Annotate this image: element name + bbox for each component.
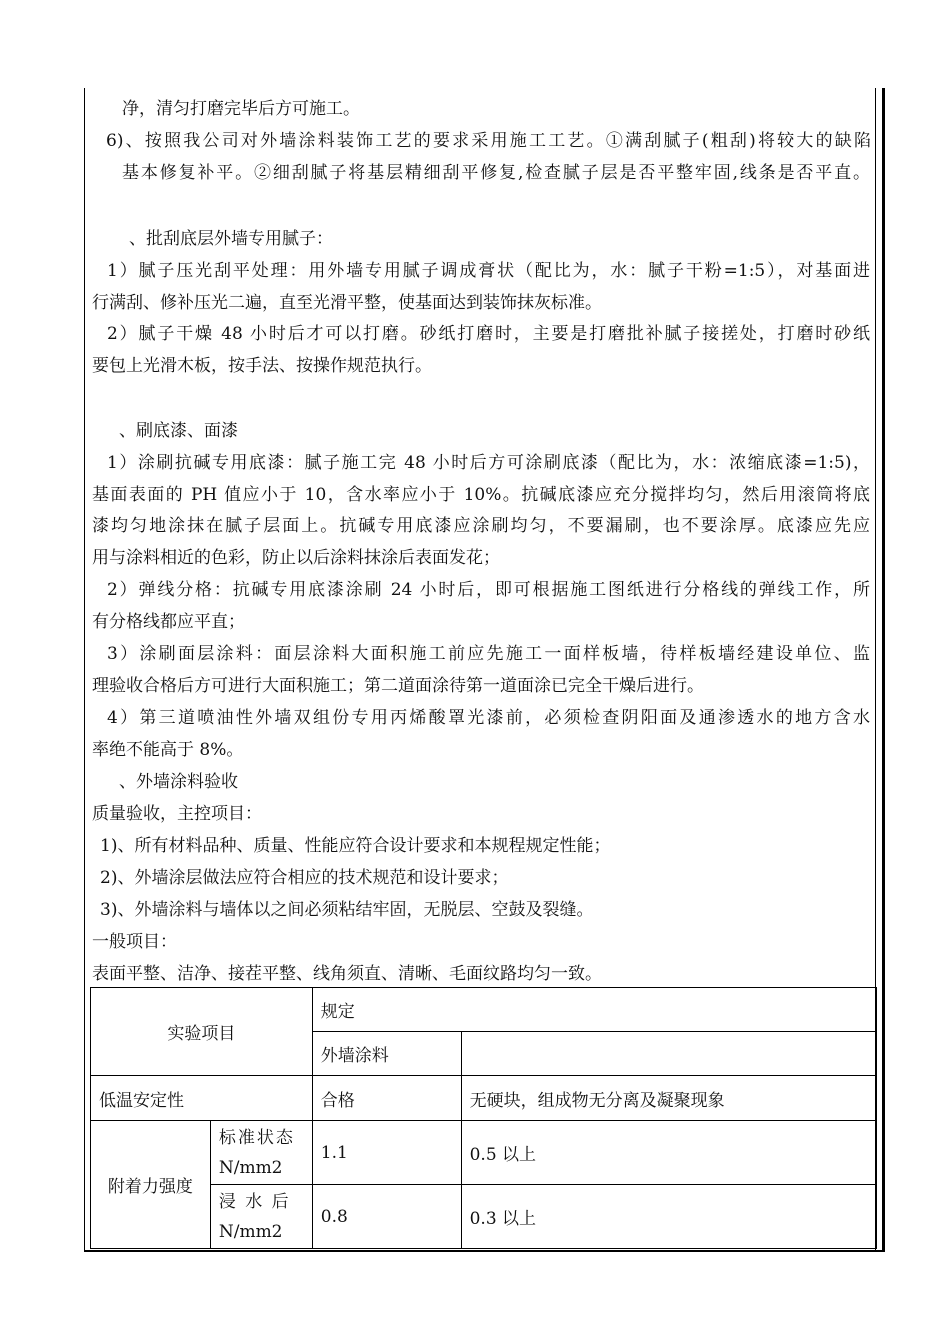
test-items-table [90, 987, 877, 1249]
low-temp-value-cell: 合格 [312, 1076, 461, 1121]
paragraph-line: 1）腻子压光刮平处理：用外墙专用腻子调成膏状（配比为，水：腻子干粉=1:5），对基面进 [107, 261, 870, 281]
unit-label: N/mm2 [218, 1221, 283, 1242]
paragraph-line: 质量验收，主控项目： [92, 804, 262, 824]
section-heading: 、刷底漆、面漆 [119, 421, 238, 441]
section-heading: 、批刮底层外墙专用腻子： [129, 229, 333, 249]
paragraph-line: 1）涂刷抗碱专用底漆：腻子施工完 48 小时后方可涂刷底漆（配比为，水：浓缩底漆=1:5)， [107, 453, 870, 473]
coating-header-cell: 外墙涂料 [312, 1032, 461, 1076]
paragraph-line: 表面平整、洁净、接茬平整、线角须直、清晰、毛面纹路均匀一致。 [92, 964, 602, 984]
paragraph-line: 2）弹线分格：抗碱专用底漆涂刷 24 小时后，即可根据施工图纸进行分格线的弹线工作，所 [107, 580, 870, 600]
condition-label: 浸 水 后 [218, 1191, 291, 1212]
list-item: 1)、所有材料品种、质量、性能应符合设计要求和本规程规定性能； [100, 836, 611, 856]
soaked-value-cell: 0.8 [312, 1185, 461, 1249]
soaked-requirement-cell: 0.3 以上 [461, 1185, 876, 1249]
standard-condition-cell [210, 1121, 312, 1185]
paragraph-line: 理验收合格后方可进行大面积施工；第二道面涂待第一道面涂已完全干燥后进行。 [92, 676, 704, 696]
low-temp-requirement-cell: 无硬块，组成物无分离及凝聚现象 [461, 1076, 876, 1121]
condition-label: 标准状态 [218, 1127, 295, 1148]
adhesion-label-cell: 附着力强度 [91, 1121, 211, 1249]
paragraph-line: 3）涂刷面层涂料：面层涂料大面积施工前应先施工一面样板墙，待样板墙经建设单位、监 [107, 644, 870, 664]
low-temp-name-cell: 低温安定性 [91, 1076, 313, 1121]
paragraph-line: 4）第三道喷油性外墙双组份专用丙烯酸罩光漆前，必须检查阴阳面及通渗透水的地方含水 [107, 708, 870, 728]
paragraph-line: 行满刮、修补压光二遍，直至光滑平整，使基面达到装饰抹灰标准。 [92, 293, 602, 313]
list-item: 3)、外墙涂料与墙体以之间必须粘结牢固，无脱层、空鼓及裂缝。 [100, 900, 594, 920]
paragraph-line: 净，清匀打磨完毕后方可施工。 [122, 99, 360, 119]
table-row [91, 1121, 877, 1185]
empty-cell [461, 1032, 876, 1076]
standard-requirement-cell: 0.5 以上 [461, 1121, 876, 1185]
paragraph-line: 基面表面的 PH 值应小于 10，含水率应小于 10%。抗碱底漆应充分搅拌均匀，然后用滚筒将底 [92, 485, 870, 505]
table-row [91, 988, 877, 1032]
paragraph-line: 有分格线都应平直； [92, 612, 245, 632]
paragraph-line: 6)、按照我公司对外墙涂料装饰工艺的要求采用施工工艺。①满刮腻子(粗刮)将较大的缺陷 [106, 131, 871, 151]
frame-bottom-border [84, 1250, 885, 1252]
paragraph-line: 2）腻子干燥 48 小时后才可以打磨。砂纸打磨时，主要是打磨批补腻子接搓处，打磨时砂纸 [107, 324, 870, 344]
item-header-cell: 实验项目 [91, 988, 313, 1076]
paragraph-line: 率绝不能高于 8%。 [92, 740, 244, 760]
frame-right-border [882, 88, 885, 1252]
standard-value-cell: 1.1 [312, 1121, 461, 1185]
list-item: 2)、外墙涂层做法应符合相应的技术规范和设计要求； [100, 868, 509, 888]
unit-label: N/mm2 [218, 1157, 283, 1178]
paragraph-line: 用与涂料相近的色彩，防止以后涂料抹涂后表面发花； [92, 548, 500, 568]
section-heading: 、外墙涂料验收 [119, 772, 238, 792]
table-row [91, 1076, 877, 1121]
paragraph-line: 要包上光滑木板，按手法、按操作规范执行。 [92, 356, 432, 376]
soaked-condition-cell [210, 1185, 312, 1249]
paragraph-line: 漆均匀地涂抹在腻子层面上。抗碱专用底漆应涂刷均匀，不要漏刷，也不要涂厚。底漆应先应 [92, 516, 870, 536]
paragraph-line: 一般项目： [92, 932, 177, 952]
spec-header-cell: 规定 [312, 988, 876, 1032]
paragraph-line: 基本修复补平。②细刮腻子将基层精细刮平修复,检查腻子层是否平整牢固,线条是否平直。 [122, 163, 870, 183]
